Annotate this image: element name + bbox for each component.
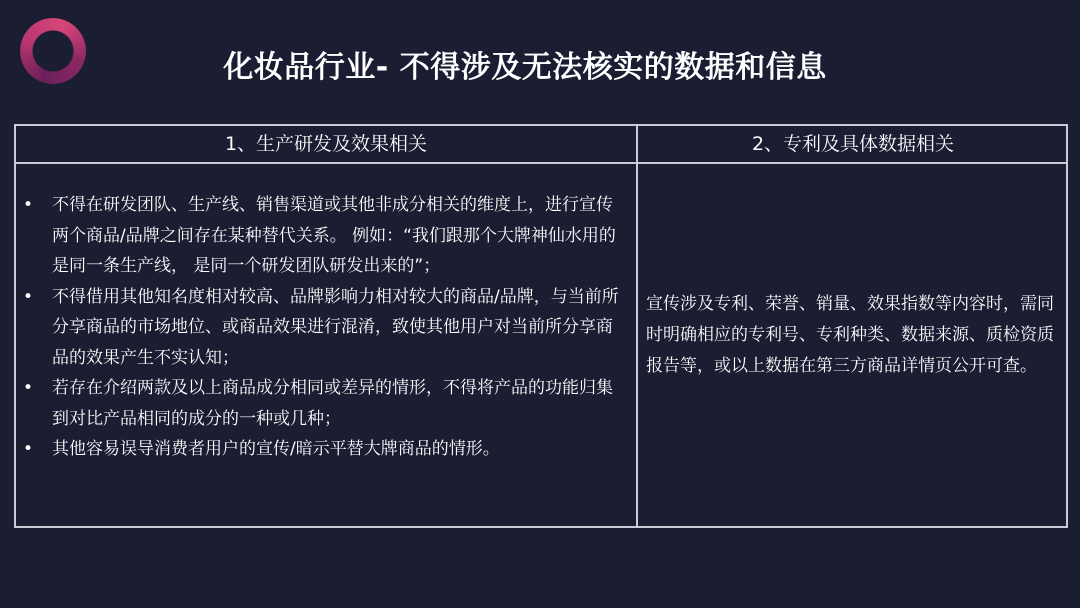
production-rules-cell bbox=[22, 190, 626, 465]
list-item bbox=[22, 373, 626, 434]
header-divider bbox=[16, 162, 1066, 164]
column-header-production: 1、生产研发及效果相关 bbox=[224, 133, 428, 155]
patent-rules-cell: 宣传涉及专利、荣誉、销量、效果指数等内容时，需同时明确相应的专利号、专利种类、数据来源、质检资质报告等，或以上数据在第三方商品详情页公开可查。 bbox=[646, 294, 1054, 376]
list-item-text: 其他容易误导消费者用户的宣传/暗示平替大牌商品的情形。 bbox=[52, 439, 500, 459]
list-item-text: 不得在研发团队、生产线、销售渠道或其他非成分相关的维度上，进行宣传两个商品/品牌之间存在某种替代关系。 例如：“我们跟那个大牌神仙水用的是同一条生产线， 是同一个研发团队研发出来的”； bbox=[52, 195, 616, 276]
bullet-icon: • bbox=[22, 439, 34, 459]
bullet-icon: • bbox=[22, 286, 34, 307]
list-item-text: 若存在介绍两款及以上商品成分相同或差异的情形，不得将产品的功能归集到对比产品相同的成分的一种或几种； bbox=[52, 378, 613, 429]
list-item bbox=[22, 434, 626, 465]
column-divider bbox=[636, 126, 638, 526]
bullet-icon: • bbox=[22, 195, 34, 215]
bullet-icon: • bbox=[22, 378, 34, 398]
column-header-patent: 2、专利及具体数据相关 bbox=[751, 133, 955, 155]
list-item bbox=[22, 190, 626, 282]
list-item bbox=[22, 282, 626, 374]
content-table bbox=[14, 124, 1068, 528]
slide-title: 化妆品行业- 不得涉及无法核实的数据和信息 bbox=[223, 50, 827, 85]
production-rules-list bbox=[22, 190, 626, 465]
list-item-text: 不得借用其他知名度相对较高、品牌影响力相对较大的商品/品牌，与当前所分享商品的市场地位、或商品效果进行混淆，致使其他用户对当前所分享商品的效果产生不实认知； bbox=[52, 286, 619, 368]
